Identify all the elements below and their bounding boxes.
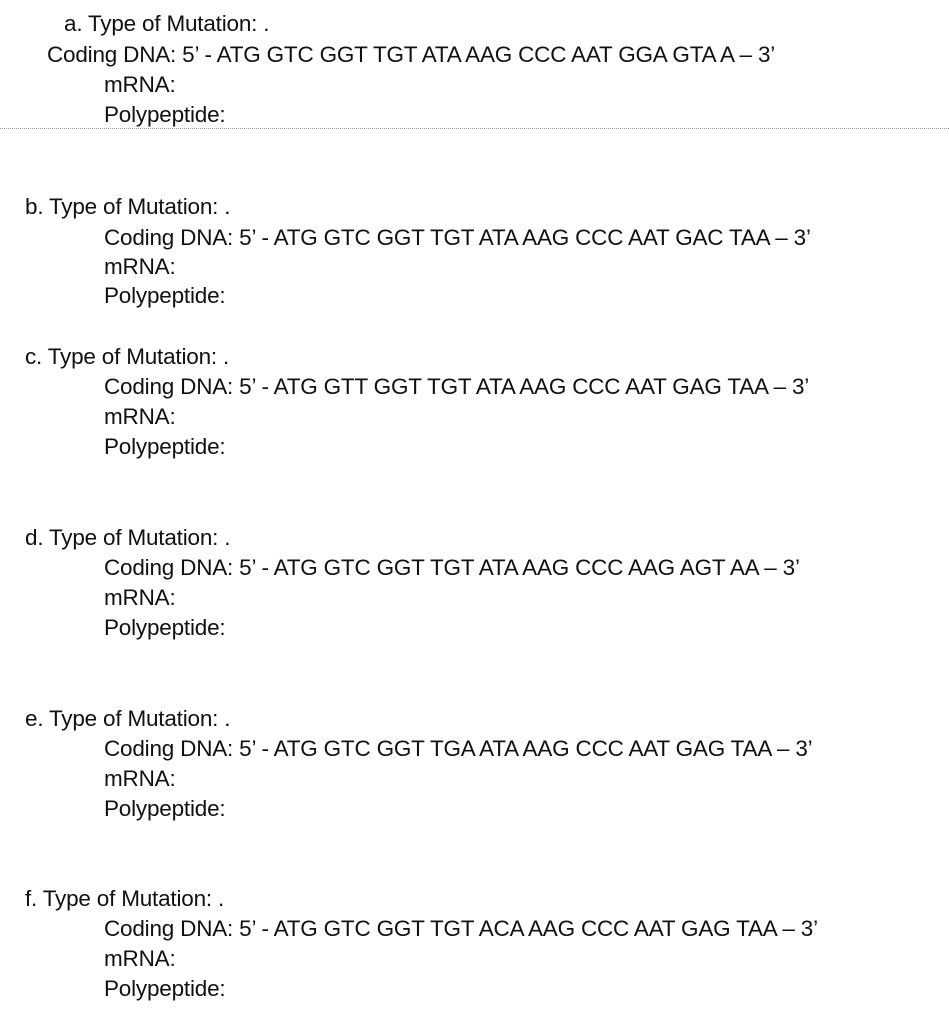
section-a-coding-dna: Coding DNA: 5’ - ATG GTC GGT TGT ATA AAG CCC AAT GGA GTA A – 3’ — [47, 42, 776, 67]
section-f-polypeptide-label: Polypeptide: — [104, 976, 226, 1001]
section-d-type-label: d. Type of Mutation: . — [25, 525, 231, 550]
section-e-mrna-label: mRNA: — [104, 766, 176, 791]
section-c-coding-dna: Coding DNA: 5’ - ATG GTT GGT TGT ATA AAG CCC AAT GAG TAA – 3’ — [104, 374, 810, 399]
section-b-coding-dna: Coding DNA: 5’ - ATG GTC GGT TGT ATA AAG CCC AAT GAC TAA – 3’ — [104, 225, 811, 250]
section-f-coding-dna: Coding DNA: 5’ - ATG GTC GGT TGT ACA AAG CCC AAT GAG TAA – 3’ — [104, 916, 818, 941]
section-b-type-label: b. Type of Mutation: . — [25, 194, 231, 219]
section-c-type-label: c. Type of Mutation: . — [25, 344, 230, 369]
page-divider — [0, 128, 949, 129]
section-a-polypeptide-label: Polypeptide: — [104, 102, 226, 127]
section-c-polypeptide-label: Polypeptide: — [104, 434, 226, 459]
section-d-mrna-label: mRNA: — [104, 585, 176, 610]
section-e-type-label: e. Type of Mutation: . — [25, 706, 231, 731]
section-a-type-label: a. Type of Mutation: . — [64, 11, 270, 36]
section-e-coding-dna: Coding DNA: 5’ - ATG GTC GGT TGA ATA AAG CCC AAT GAG TAA – 3’ — [104, 736, 813, 761]
section-d-polypeptide-label: Polypeptide: — [104, 615, 226, 640]
section-f-mrna-label: mRNA: — [104, 946, 176, 971]
section-c-mrna-label: mRNA: — [104, 404, 176, 429]
section-b-mrna-label: mRNA: — [104, 254, 176, 279]
section-e-polypeptide-label: Polypeptide: — [104, 796, 226, 821]
section-b-polypeptide-label: Polypeptide: — [104, 283, 226, 308]
section-f-type-label: f. Type of Mutation: . — [25, 886, 225, 911]
section-a-mrna-label: mRNA: — [104, 72, 176, 97]
section-d-coding-dna: Coding DNA: 5’ - ATG GTC GGT TGT ATA AAG CCC AAG AGT AA – 3’ — [104, 555, 800, 580]
